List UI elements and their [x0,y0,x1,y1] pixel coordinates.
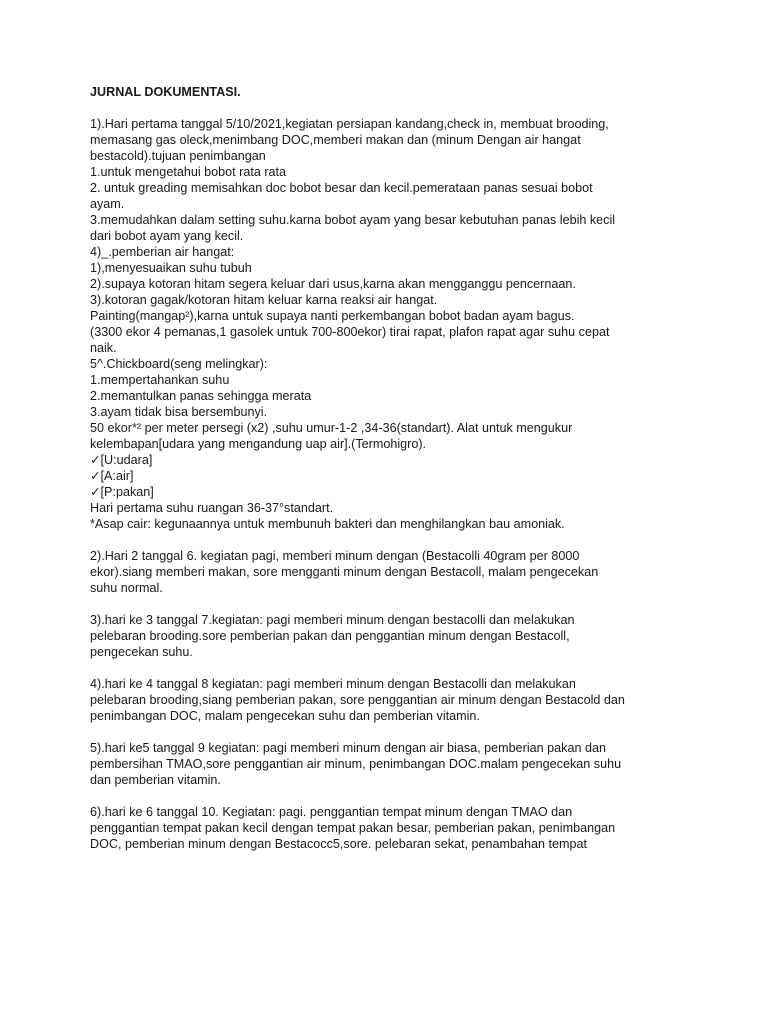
text-line: dari bobot ayam yang kecil. [90,229,244,243]
text-line: kelembapan[udara yang mengandung uap air].(Termohigro). [90,437,427,451]
text-line: DOC, pemberian minum dengan Bestacocc5,sore. pelebaran sekat, penambahan tempat [90,837,588,851]
text-line: ekor).siang memberi makan, sore mengganti minum dengan Bestacoll, malam pengecekan [90,565,599,579]
paragraph [90,548,698,596]
text-line: pembersihan TMAO,sore penggantian air minum, penimbangan DOC.malam pengecekan suhu [90,757,622,771]
text-line: penimbangan DOC, malam pengecekan suhu dan pemberian vitamin. [90,709,480,723]
text-line: 1.untuk mengetahui bobot rata rata [90,165,287,179]
text-line: pelebaran brooding,siang pemberian pakan, sore penggantian air minum dengan Bestacold dan [90,693,625,707]
text-line: 5^.Chickboard(seng melingkar): [90,357,268,371]
text-line: 2).supaya kotoran hitam segera keluar dari usus,karna akan mengganggu pencernaan. [90,277,576,291]
text-line: Painting(mangap²),karna untuk supaya nanti perkembangan bobot badan ayam bagus. [90,309,575,323]
text-line: bestacold).tujuan penimbangan [90,149,266,163]
text-line: 3).hari ke 3 tanggal 7.kegiatan: pagi memberi minum dengan bestacolli dan melakukan [90,613,575,627]
text-line: 2. untuk greading memisahkan doc bobot besar dan kecil.pemerataan panas sesuai bobot [90,181,593,195]
text-line: memasang gas oleck,menimbang DOC,memberi makan dan (minum Dengan air hangat [90,133,581,147]
text-line: Hari pertama suhu ruangan 36-37°standart. [90,501,334,515]
document-body [90,116,698,852]
text-line: dan pemberian vitamin. [90,773,221,787]
text-line: 1),menyesuaikan suhu tubuh [90,261,252,275]
text-line: 4)_.pemberian air hangat: [90,245,235,259]
document-title: JURNAL DOKUMENTASI. [90,85,241,99]
text-line: naik. [90,341,117,355]
text-line: 3.memudahkan dalam setting suhu.karna bobot ayam yang besar kebutuhan panas lebih kecil [90,213,616,227]
paragraph [90,804,698,852]
text-line: 1).Hari pertama tanggal 5/10/2021,kegiatan persiapan kandang,check in, membuat brooding, [90,117,609,131]
paragraph [90,116,698,532]
text-line: 1.mempertahankan suhu [90,373,230,387]
text-line: ayam. [90,197,125,211]
text-line: 4).hari ke 4 tanggal 8 kegiatan: pagi memberi minum dengan Bestacolli dan melakukan [90,677,576,691]
text-line: suhu normal. [90,581,163,595]
paragraph [90,676,698,724]
paragraph [90,740,698,788]
text-line: penggantian tempat pakan kecil dengan tempat pakan besar, pemberian pakan, penimbangan [90,821,616,835]
text-line: ✓[P:pakan] [90,485,154,499]
text-line: 2.memantulkan panas sehingga merata [90,389,312,403]
text-line: 3).kotoran gagak/kotoran hitam keluar karna reaksi air hangat. [90,293,438,307]
text-line: 50 ekor*² per meter persegi (x2) ,suhu umur-1-2 ,34-36(standart). Alat untuk mengukur [90,421,573,435]
text-line: ✓[A:air] [90,469,134,483]
text-line: 5).hari ke5 tanggal 9 kegiatan: pagi memberi minum dengan air biasa, pemberian pakan dan [90,741,606,755]
text-line: *Asap cair: kegunaannya untuk membunuh bakteri dan menghilangkan bau amoniak. [90,517,565,531]
text-line: 6).hari ke 6 tanggal 10. Kegiatan: pagi. penggantian tempat minum dengan TMAO dan [90,805,573,819]
text-line: 3.ayam tidak bisa bersembunyi. [90,405,268,419]
text-line: pengecekan suhu. [90,645,193,659]
paragraph [90,612,698,660]
text-line: ✓[U:udara] [90,453,153,467]
text-line: (3300 ekor 4 pemanas,1 gasolek untuk 700-800ekor) tirai rapat, plafon rapat agar suhu cepat [90,325,610,339]
text-line: 2).Hari 2 tanggal 6. kegiatan pagi, memberi minum dengan (Bestacolli 40gram per 8000 [90,549,580,563]
text-line: pelebaran brooding.sore pemberian pakan dan penggantian minum dengan Bestacoll, [90,629,570,643]
